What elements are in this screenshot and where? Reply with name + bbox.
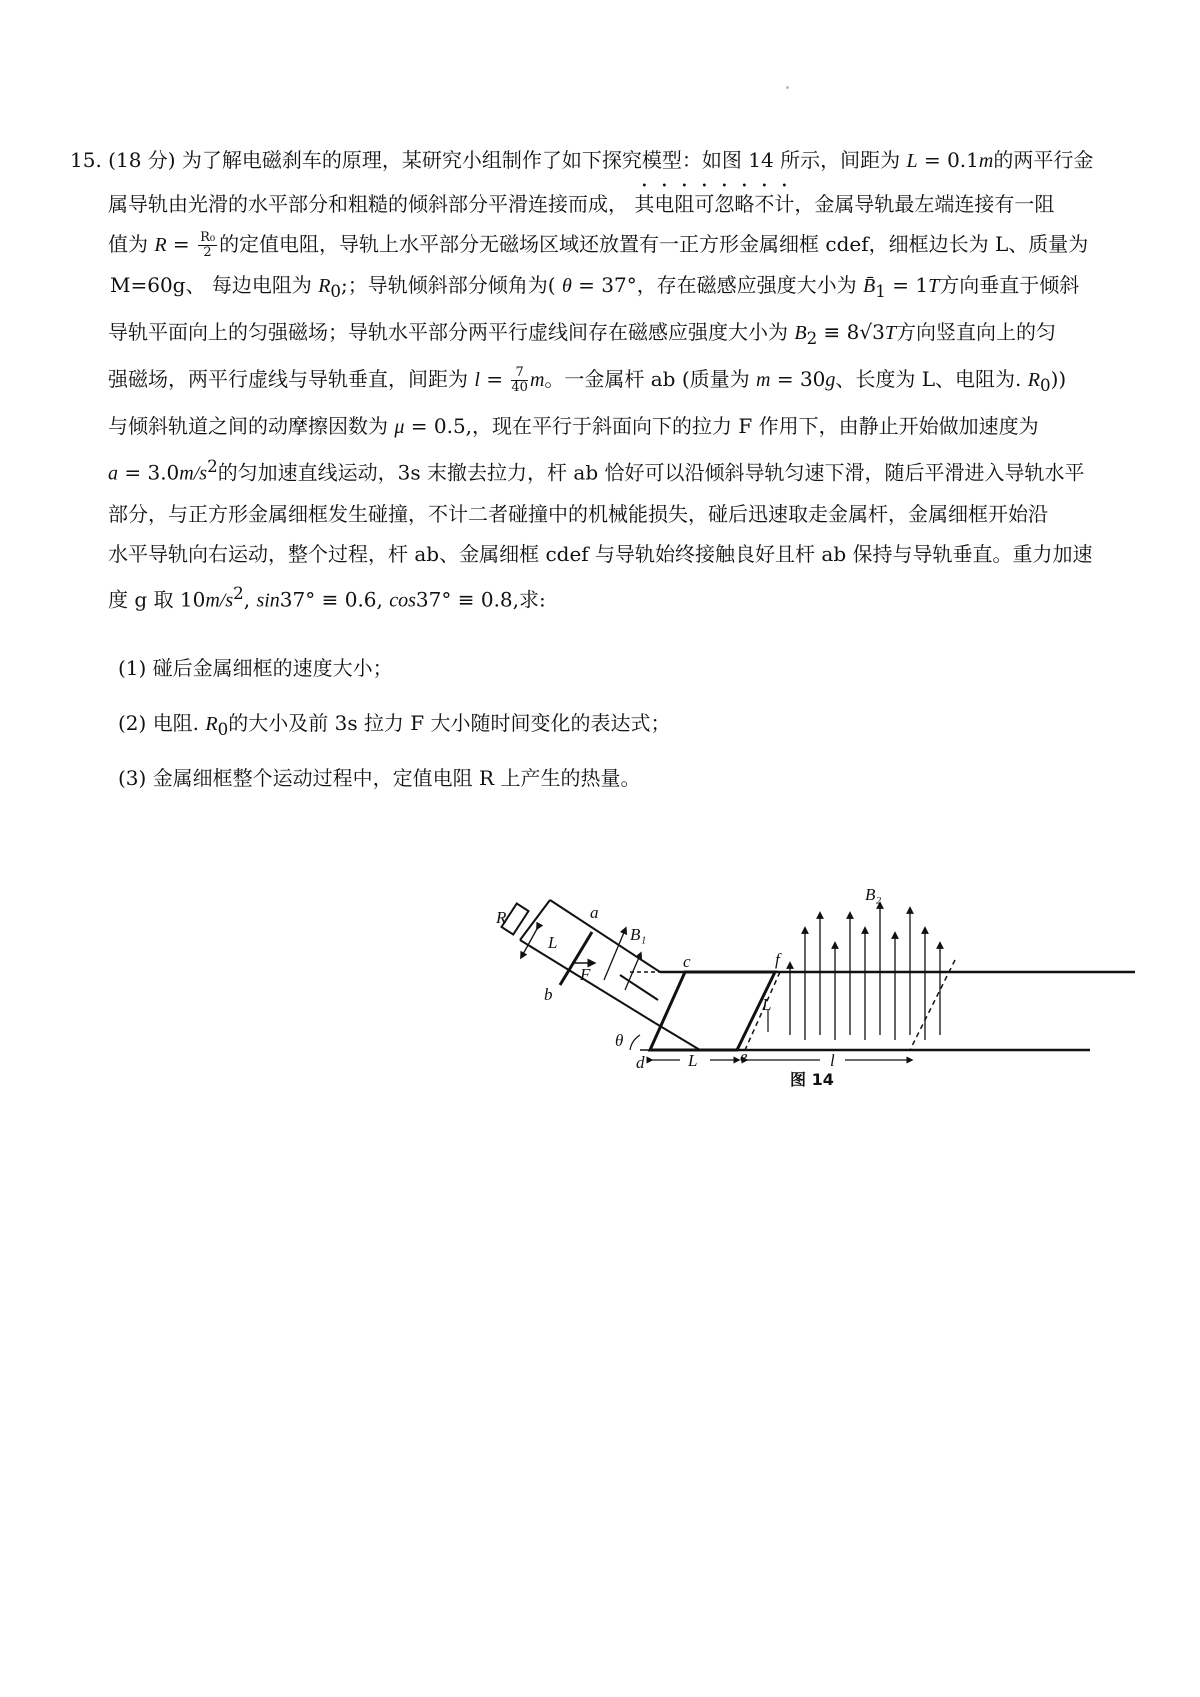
problem-line-2: 属导轨由光滑的水平部分和粗糙的倾斜部分平滑连接而成， 其电阻可忽略不计，金属导轨最左端连接有一阻 [108,192,1055,216]
problem-line-3: 值为 R = $\frac{\text{R₀}}{2}$ 的定值电阻，导轨上水平部分无磁场区域还放置有一正方形金属细框 cdef，细框边长为 L、质量为 [108,230,1089,260]
rail-diagram [496,860,1140,1100]
label-l: l [830,1051,835,1070]
figure-14 [496,860,1140,1100]
problem-line-9: 部分，与正方形金属细框发生碰撞，不计二者碰撞中的机械能损失，碰后迅速取走金属杆，金属细框开始沿 [108,501,1048,526]
label-a: a [590,903,599,922]
label-B1: B₁ [630,925,647,944]
label-F: F [580,965,591,984]
figure-caption: 图 14 [790,1070,834,1089]
field-boundary-right [910,960,955,1050]
label-L2: L [762,995,772,1014]
problem-line-4: M=60g、 每边电阻为 $R_0$;；导轨倾斜部分倾角为( θ = 37°，存在磁感应强度大小为 $B̄_1 = 1T$方向垂直于倾斜 [110,273,1080,301]
fraction-r: $\frac{\text{R₀}}{2}$ [200,230,216,260]
problem-line-1: 15. (18 分) 为了解电磁刹车的原理，某研究小组制作了如下探究模型：如图 14 所示，间距为 L = 0.1m的两平行金 [70,148,1094,172]
fraction-l: $\frac{7}{40}$ [511,365,528,395]
question-2: (2) 电阻. $R_0$的大小及前 3s 拉力 F 大小随时间变化的表达式； [118,711,671,739]
scan-dot [786,86,789,89]
problem-line-11: 度 g 取 $10m/s^2$, sin37° ≡ 0.6, cos37° ≡ 0.8,求: [108,583,546,612]
label-B2: B₂ [865,885,882,904]
label-L3: L [688,1051,698,1070]
label-e: e [740,1047,748,1066]
label-b: b [544,985,553,1004]
label-R: R [496,908,507,927]
problem-line-7: 与倾斜轨道之间的动摩擦因数为 μ = 0.5,，现在平行于斜面向下的拉力 F 作用下，由静止开始做加速度为 [108,414,1039,438]
label-d: d [636,1053,645,1072]
problem-line-5: 导轨平面向上的匀强磁场；导轨水平部分两平行虚线间存在磁感应强度大小为 $B_2 \equiv 8√3T$方向竖直向上的匀 [108,320,1056,348]
frame-cdef [650,972,775,1050]
label-c: c [683,952,691,971]
label-L1: L [548,933,558,952]
question-3: (3) 金属细框整个运动过程中，定值电阻 R 上产生的热量。 [118,766,641,790]
sub-questions [118,650,671,815]
label-theta: θ [615,1031,624,1050]
question-1: (1) 碰后金属细框的速度大小； [118,656,393,680]
problem-15 [70,140,1140,620]
problem-line-8: $a = 3.0m/s^2$的匀加速直线运动，3s 末撤去拉力，杆 ab 恰好可以沿倾斜导轨匀速下滑，随后平滑进入导轨水平 [108,457,1085,485]
problem-line-6: 强磁场，两平行虚线与导轨垂直，间距为 l = $\frac{7}{40}$ m。一金属杆 ab (质量为 m = 30g、长度为 L、电阻为. $R_0$)) [108,365,1067,395]
label-f: f [775,950,780,969]
problem-line-10: 水平导轨向右运动，整个过程，杆 ab、金属细框 cdef 与导轨始终接触良好且杆 ab 保持与导轨垂直。重力加速 [108,541,1093,566]
